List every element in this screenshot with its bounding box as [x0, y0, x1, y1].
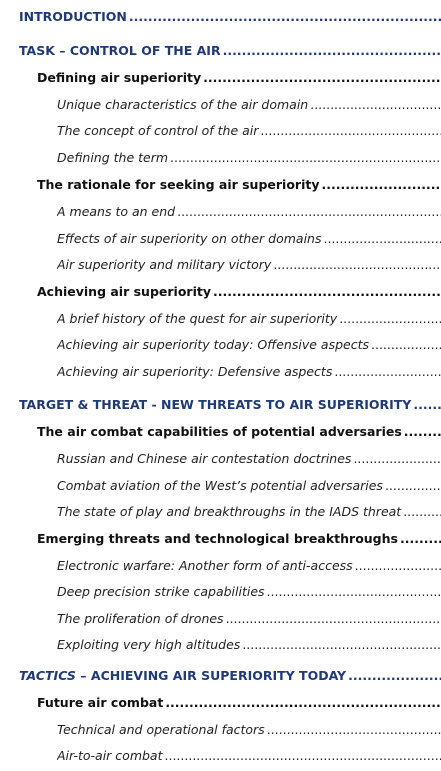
dot-leader [353, 451, 441, 466]
toc-entry-label: The state of play and breakthroughs in the IADS threat [57, 504, 402, 519]
toc-entry-label-italic: TACTICS [19, 668, 76, 683]
dot-leader [260, 123, 441, 138]
toc-entry-label: Defining air superiority [37, 70, 202, 85]
toc-entry-label: Emerging threats and technological breakthroughs [37, 531, 398, 546]
toc-entry-label: Russian and Chinese air contestation doctrines [57, 451, 352, 466]
toc-entry-very-high-altitudes[interactable] [57, 637, 441, 657]
toc-entry-defensive-aspects[interactable] [57, 364, 441, 384]
toc-entry-brief-history[interactable] [57, 311, 441, 331]
dot-leader [267, 584, 441, 599]
toc-entry-concept-of-control[interactable] [57, 123, 441, 143]
dot-leader [371, 337, 441, 352]
toc-entry-iads-threat[interactable] [57, 504, 441, 524]
toc-entry-rationale[interactable] [37, 177, 441, 197]
dot-leader [267, 722, 441, 737]
toc-entry-label: Air superiority and military victory [57, 257, 272, 272]
toc-entry-label [19, 668, 346, 683]
dot-leader [203, 70, 441, 85]
toc-entry-task[interactable] [19, 43, 441, 63]
toc-entry-label: INTRODUCTION [19, 9, 127, 24]
dot-leader [348, 668, 441, 683]
toc-entry-label: The concept of control of the air [57, 123, 259, 138]
toc-entry-label: TARGET & THREAT - NEW THREATS TO AIR SUPERIORITY [19, 397, 412, 412]
dot-leader [273, 257, 441, 272]
dot-leader [413, 397, 441, 412]
dot-leader [323, 231, 441, 246]
toc-entry-combat-aviation[interactable] [57, 478, 441, 498]
toc-entry-technical-operational[interactable] [57, 722, 441, 742]
toc-entry-offensive-aspects[interactable] [57, 337, 441, 357]
dot-leader [242, 637, 441, 652]
dot-leader [223, 43, 441, 58]
toc-entry-military-victory[interactable] [57, 257, 441, 277]
dot-leader [129, 9, 441, 24]
dot-leader [170, 150, 441, 165]
toc-entry-label: Electronic warfare: Another form of anti-access [57, 558, 353, 573]
toc-entry-proliferation-of-drones[interactable] [57, 611, 441, 631]
toc-entry-label: A means to an end [57, 204, 176, 219]
toc-entry-label: Exploiting very high altitudes [57, 637, 241, 652]
toc-entry-label: Future air combat [37, 695, 164, 710]
toc-entry-effects-other-domains[interactable] [57, 231, 441, 251]
dot-leader [403, 504, 441, 519]
toc-entry-label: The proliferation of drones [57, 611, 224, 626]
dot-leader [322, 177, 441, 192]
toc-entry-electronic-warfare[interactable] [57, 558, 441, 578]
toc-entry-russian-chinese-doctrines[interactable] [57, 451, 441, 471]
toc-entry-achieving-air-superiority[interactable] [37, 284, 441, 304]
toc-entry-air-to-air-combat[interactable] [57, 748, 441, 768]
toc-entry-future-air-combat[interactable] [37, 695, 441, 715]
dot-leader [400, 531, 441, 546]
dot-leader [385, 478, 441, 493]
toc-entry-label: The rationale for seeking air superiority [37, 177, 320, 192]
dot-leader [404, 424, 441, 439]
toc-entry-label: Effects of air superiority on other domains [57, 231, 322, 246]
toc-entry-label: Deep precision strike capabilities [57, 584, 265, 599]
toc-entry-label: Technical and operational factors [57, 722, 265, 737]
toc-entry-label: The air combat capabilities of potential adversaries [37, 424, 402, 439]
toc-entry-emerging-threats[interactable] [37, 531, 441, 551]
dot-leader [226, 611, 441, 626]
dot-leader [310, 97, 441, 112]
toc-entry-label: Achieving air superiority today: Offensive aspects [57, 337, 369, 352]
toc-entry-target-threat[interactable] [19, 397, 441, 417]
dot-leader [165, 695, 441, 710]
dot-leader [213, 284, 441, 299]
toc-entry-label: TASK – CONTROL OF THE AIR [19, 43, 221, 58]
toc-entry-adversary-capabilities[interactable] [37, 424, 441, 444]
toc-entry-label: Air-to-air combat [57, 748, 163, 763]
dot-leader [334, 364, 441, 379]
toc-entry-defining-air-superiority[interactable] [37, 70, 441, 90]
toc-entry-label: Unique characteristics of the air domain [57, 97, 309, 112]
toc-entry-defining-the-term[interactable] [57, 150, 441, 170]
toc-entry-tactics[interactable] [19, 668, 441, 688]
toc-entry-introduction[interactable] [19, 9, 441, 29]
dot-leader [355, 558, 441, 573]
dot-leader [339, 311, 441, 326]
toc-entry-label: A brief history of the quest for air superiority [57, 311, 338, 326]
toc-entry-label: Achieving air superiority: Defensive aspects [57, 364, 333, 379]
toc-entry-label: Achieving air superiority [37, 284, 211, 299]
toc-entry-means-to-an-end[interactable] [57, 204, 441, 224]
dot-leader [177, 204, 441, 219]
toc-entry-unique-characteristics[interactable] [57, 97, 441, 117]
toc-entry-deep-precision-strike[interactable] [57, 584, 441, 604]
toc-entry-label-rest: – ACHIEVING AIR SUPERIORITY TODAY [75, 668, 347, 683]
toc-entry-label: Combat aviation of the West’s potential adversaries [57, 478, 383, 493]
toc-entry-label: Defining the term [57, 150, 169, 165]
dot-leader [165, 748, 441, 763]
